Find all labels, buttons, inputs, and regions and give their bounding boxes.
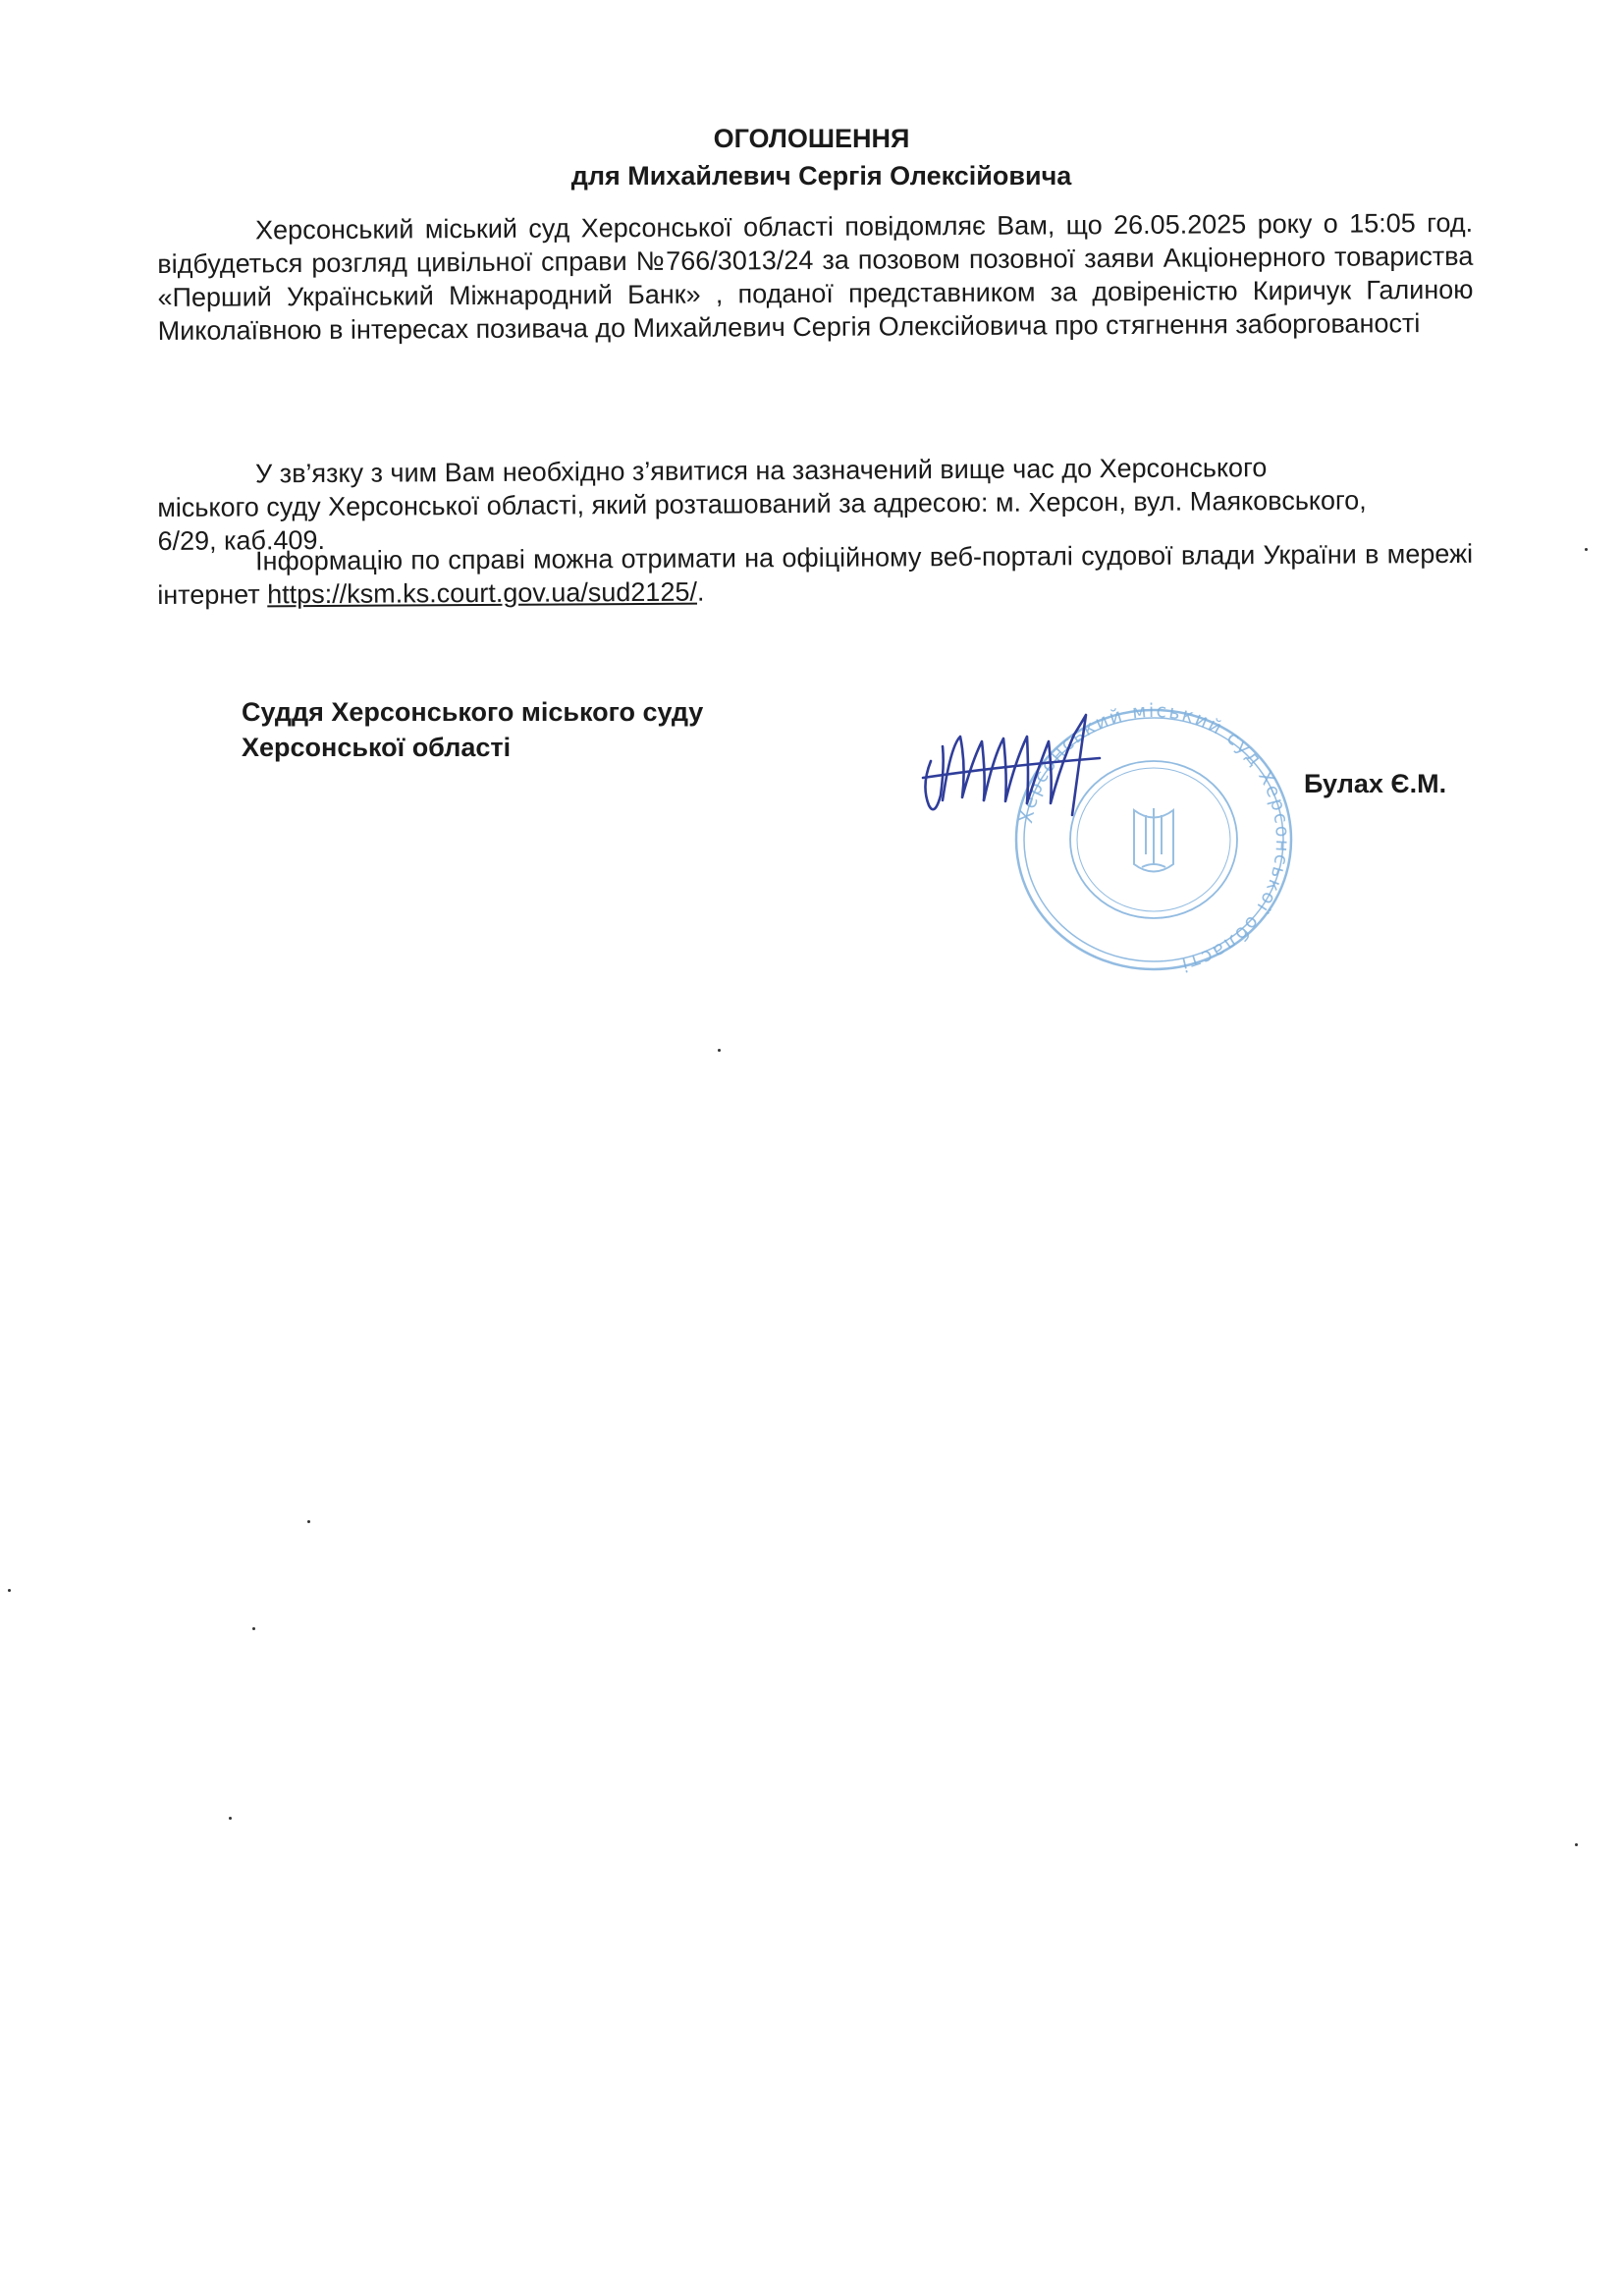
judge-position-line1: Суддя Херсонського міського суду bbox=[242, 697, 704, 727]
notice-header bbox=[0, 120, 1623, 194]
scan-speck bbox=[718, 1049, 721, 1052]
info-end: . bbox=[696, 576, 705, 607]
judge-signature bbox=[913, 707, 1129, 825]
appearance-paragraph: У зв’язку з чим Вам необхідно з’явитися на зазначений вище час до Херсонського міського суду Херсонської області, який розташований за адресою: м. Херсон, вул. Маяковського, 6/29, каб.409. bbox=[157, 453, 1367, 556]
scan-speck bbox=[1585, 548, 1588, 551]
info-text: Інформацію по справі можна отримати на офіційному веб-порталі судової влади України в мережі інтернет bbox=[157, 538, 1474, 610]
coat-of-arms-icon bbox=[1134, 808, 1173, 872]
scan-speck bbox=[252, 1627, 255, 1630]
judge-position-line2: Херсонської області bbox=[242, 733, 512, 762]
scan-speck bbox=[307, 1520, 310, 1523]
stamp-text: Херсонський міський суд Херсонської області bbox=[1015, 699, 1294, 976]
judge-position bbox=[242, 694, 703, 765]
court-portal-link[interactable]: https://ksm.ks.court.gov.ua/sud2125/ bbox=[267, 576, 698, 610]
scan-speck bbox=[8, 1589, 11, 1592]
notice-addressee: для Михайлевич Сергія Олексійовича bbox=[570, 161, 1072, 191]
notice-title: ОГОЛОШЕННЯ bbox=[713, 124, 910, 153]
info-paragraph bbox=[157, 537, 1473, 612]
scan-speck bbox=[229, 1817, 232, 1820]
judge-name: Булах Є.М. bbox=[1304, 769, 1447, 798]
hearing-paragraph: Херсонський міський суд Херсонської області повідомляє Вам, що 26.05.2025 року о 15:05 год. відбудеться розгляд цивільної справи №766/3013/24 за позовом позовної заяви Акціонерного товариства «Перший Український Міжнародний Банк» , поданої представником за довіреністю Киричук Галиною Миколаївною в інтересах позивача до Михайлевич Сергія Олексійовича про стягнення заборгованості bbox=[157, 207, 1474, 346]
scan-speck bbox=[1575, 1843, 1578, 1846]
